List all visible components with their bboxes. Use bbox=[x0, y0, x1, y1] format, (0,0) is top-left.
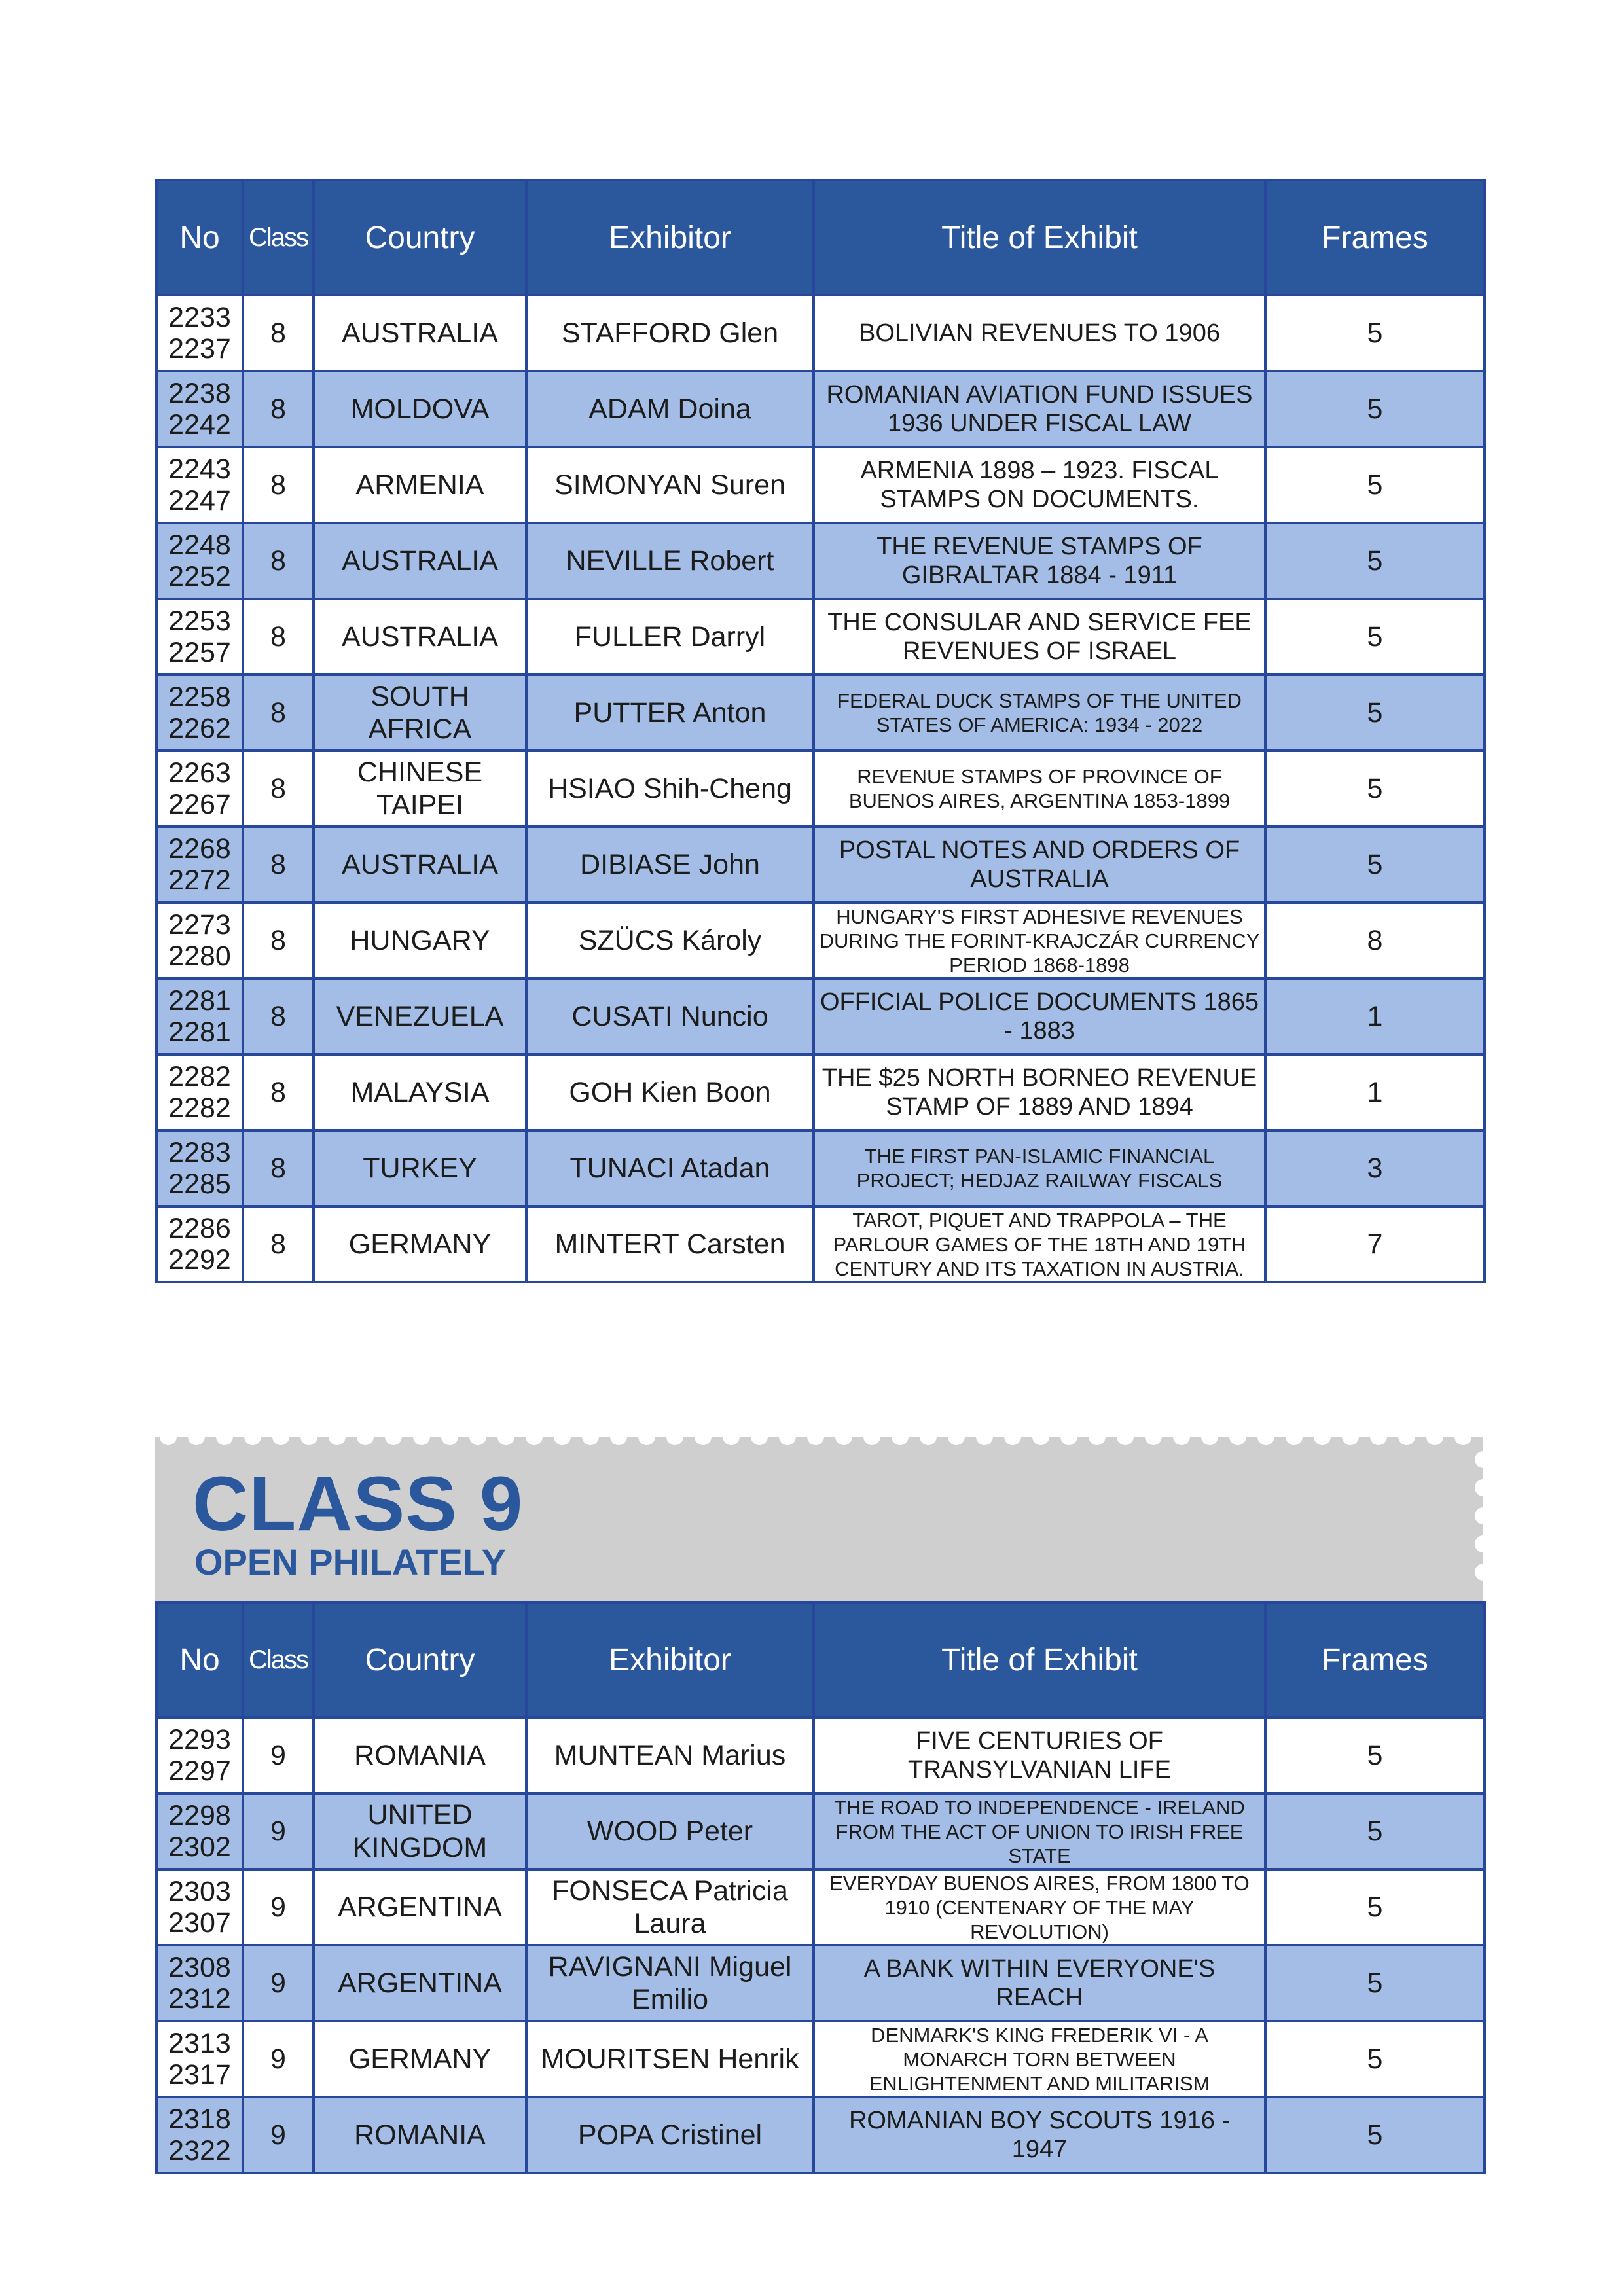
cell-class: 8 bbox=[243, 371, 314, 447]
class-title: CLASS 9 bbox=[192, 1461, 524, 1547]
cell-country: MOLDOVA bbox=[314, 371, 526, 447]
cell-no bbox=[156, 978, 243, 1054]
cell-exhibitor: FULLER Darryl bbox=[526, 599, 814, 675]
cell-country: TURKEY bbox=[314, 1130, 526, 1206]
no-to: 2242 bbox=[168, 409, 231, 440]
cell-country: AUSTRALIA bbox=[314, 523, 526, 599]
table-row bbox=[156, 1945, 1485, 2021]
cell-no bbox=[156, 903, 243, 978]
cell-title: REVENUE STAMPS OF PROVINCE OF BUENOS AIRES, ARGENTINA 1853-1899 bbox=[814, 751, 1265, 827]
cell-title: THE ROAD TO INDEPENDENCE - IRELAND FROM THE ACT OF UNION TO IRISH FREE STATE bbox=[814, 1793, 1265, 1869]
table-row bbox=[156, 523, 1485, 599]
cell-exhibitor: TUNACI Atadan bbox=[526, 1130, 814, 1206]
cell-no bbox=[156, 675, 243, 751]
no-to: 2267 bbox=[168, 789, 231, 820]
cell-title: THE $25 NORTH BORNEO REVENUE STAMP OF 1889 AND 1894 bbox=[814, 1054, 1265, 1130]
table-row bbox=[156, 2021, 1485, 2097]
cell-frames: 5 bbox=[1265, 2097, 1485, 2173]
no-to: 2262 bbox=[168, 713, 231, 744]
cell-no bbox=[156, 1054, 243, 1130]
header-no: No bbox=[156, 1602, 243, 1717]
cell-country: UNITED KINGDOM bbox=[314, 1793, 526, 1869]
cell-title: DENMARK'S KING FREDERIK VI - A MONARCH TORN BETWEEN ENLIGHTENMENT AND MILITARISM bbox=[814, 2021, 1265, 2097]
no-from: 2263 bbox=[168, 757, 231, 789]
cell-frames: 5 bbox=[1265, 295, 1485, 371]
no-to: 2247 bbox=[168, 485, 231, 516]
no-from: 2313 bbox=[168, 2028, 231, 2059]
cell-class: 9 bbox=[243, 1717, 314, 1793]
cell-class: 9 bbox=[243, 2097, 314, 2173]
no-from: 2233 bbox=[168, 302, 231, 333]
class9-banner bbox=[155, 1437, 1483, 1604]
cell-class: 9 bbox=[243, 1869, 314, 1945]
class9-exhibits-table bbox=[155, 1601, 1486, 2174]
cell-exhibitor: POPA Cristinel bbox=[526, 2097, 814, 2173]
table-header-row bbox=[156, 180, 1485, 295]
table-row bbox=[156, 1054, 1485, 1130]
no-from: 2268 bbox=[168, 833, 231, 865]
no-from: 2293 bbox=[168, 1724, 231, 1755]
no-to: 2272 bbox=[168, 865, 231, 896]
cell-class: 9 bbox=[243, 2021, 314, 2097]
cell-exhibitor: MINTERT Carsten bbox=[526, 1206, 814, 1282]
cell-exhibitor: DIBIASE John bbox=[526, 827, 814, 903]
cell-frames: 5 bbox=[1265, 523, 1485, 599]
table-row bbox=[156, 1869, 1485, 1945]
cell-class: 8 bbox=[243, 523, 314, 599]
cell-country: ARGENTINA bbox=[314, 1945, 526, 2021]
cell-no bbox=[156, 1206, 243, 1282]
cell-exhibitor: MUNTEAN Marius bbox=[526, 1717, 814, 1793]
header-country: Country bbox=[314, 1602, 526, 1717]
cell-exhibitor: SIMONYAN Suren bbox=[526, 447, 814, 523]
cell-no bbox=[156, 827, 243, 903]
no-to: 2280 bbox=[168, 941, 231, 972]
class9-table-body bbox=[156, 1717, 1485, 2173]
cell-no bbox=[156, 371, 243, 447]
cell-exhibitor: NEVILLE Robert bbox=[526, 523, 814, 599]
no-from: 2283 bbox=[168, 1137, 231, 1168]
cell-title: ROMANIAN BOY SCOUTS 1916 - 1947 bbox=[814, 2097, 1265, 2173]
cell-frames: 8 bbox=[1265, 903, 1485, 978]
cell-title: HUNGARY'S FIRST ADHESIVE REVENUES DURING THE FORINT-KRAJCZÁR CURRENCY PERIOD 1868-1898 bbox=[814, 903, 1265, 978]
cell-exhibitor: ADAM Doina bbox=[526, 371, 814, 447]
cell-frames: 5 bbox=[1265, 1945, 1485, 2021]
cell-exhibitor: PUTTER Anton bbox=[526, 675, 814, 751]
cell-frames: 5 bbox=[1265, 599, 1485, 675]
cell-country: CHINESE TAIPEI bbox=[314, 751, 526, 827]
cell-no bbox=[156, 1869, 243, 1945]
cell-no bbox=[156, 523, 243, 599]
cell-no bbox=[156, 1130, 243, 1206]
no-from: 2303 bbox=[168, 1876, 231, 1907]
cell-frames: 5 bbox=[1265, 1869, 1485, 1945]
cell-title: BOLIVIAN REVENUES TO 1906 bbox=[814, 295, 1265, 371]
cell-country: GERMANY bbox=[314, 2021, 526, 2097]
cell-frames: 1 bbox=[1265, 978, 1485, 1054]
cell-class: 8 bbox=[243, 1054, 314, 1130]
no-to: 2252 bbox=[168, 561, 231, 592]
header-title: Title of Exhibit bbox=[814, 1602, 1265, 1717]
no-from: 2273 bbox=[168, 909, 231, 941]
cell-exhibitor: GOH Kien Boon bbox=[526, 1054, 814, 1130]
no-to: 2297 bbox=[168, 1755, 231, 1787]
cell-frames: 7 bbox=[1265, 1206, 1485, 1282]
table-row bbox=[156, 2097, 1485, 2173]
header-exhibitor: Exhibitor bbox=[526, 1602, 814, 1717]
header-class: Class bbox=[243, 180, 314, 295]
no-from: 2253 bbox=[168, 605, 231, 637]
cell-frames: 5 bbox=[1265, 447, 1485, 523]
cell-frames: 5 bbox=[1265, 1793, 1485, 1869]
table-row bbox=[156, 827, 1485, 903]
header-exhibitor: Exhibitor bbox=[526, 180, 814, 295]
cell-title: TAROT, PIQUET AND TRAPPOLA – THE PARLOUR GAMES OF THE 18TH AND 19TH CENTURY AND ITS TAXATION IN AUSTRIA. bbox=[814, 1206, 1265, 1282]
no-from: 2282 bbox=[168, 1061, 231, 1092]
table-row bbox=[156, 1717, 1485, 1793]
header-title: Title of Exhibit bbox=[814, 180, 1265, 295]
cell-no bbox=[156, 2021, 243, 2097]
header-frames: Frames bbox=[1265, 180, 1485, 295]
table-row bbox=[156, 903, 1485, 978]
no-from: 2243 bbox=[168, 454, 231, 485]
cell-country: ARMENIA bbox=[314, 447, 526, 523]
cell-title: EVERYDAY BUENOS AIRES, FROM 1800 TO 1910 (CENTENARY OF THE MAY REVOLUTION) bbox=[814, 1869, 1265, 1945]
no-to: 2312 bbox=[168, 1983, 231, 2015]
table-row bbox=[156, 675, 1485, 751]
no-from: 2248 bbox=[168, 529, 231, 561]
cell-no bbox=[156, 447, 243, 523]
cell-country: HUNGARY bbox=[314, 903, 526, 978]
cell-class: 8 bbox=[243, 295, 314, 371]
no-from: 2286 bbox=[168, 1213, 231, 1244]
cell-exhibitor: MOURITSEN Henrik bbox=[526, 2021, 814, 2097]
cell-title: POSTAL NOTES AND ORDERS OF AUSTRALIA bbox=[814, 827, 1265, 903]
cell-frames: 5 bbox=[1265, 751, 1485, 827]
table-row bbox=[156, 1130, 1485, 1206]
class8-exhibits-table bbox=[155, 179, 1486, 1283]
cell-frames: 5 bbox=[1265, 371, 1485, 447]
header-frames: Frames bbox=[1265, 1602, 1485, 1717]
no-to: 2257 bbox=[168, 637, 231, 668]
cell-class: 8 bbox=[243, 903, 314, 978]
cell-no bbox=[156, 2097, 243, 2173]
table-row bbox=[156, 295, 1485, 371]
cell-no bbox=[156, 599, 243, 675]
cell-frames: 3 bbox=[1265, 1130, 1485, 1206]
cell-class: 8 bbox=[243, 675, 314, 751]
cell-country: ARGENTINA bbox=[314, 1869, 526, 1945]
cell-country: SOUTH AFRICA bbox=[314, 675, 526, 751]
class8-table-body bbox=[156, 295, 1485, 1282]
cell-exhibitor: STAFFORD Glen bbox=[526, 295, 814, 371]
cell-class: 8 bbox=[243, 1130, 314, 1206]
table-row bbox=[156, 447, 1485, 523]
cell-country: AUSTRALIA bbox=[314, 599, 526, 675]
table-row bbox=[156, 1793, 1485, 1869]
no-from: 2308 bbox=[168, 1952, 231, 1983]
cell-frames: 5 bbox=[1265, 827, 1485, 903]
cell-frames: 5 bbox=[1265, 1717, 1485, 1793]
cell-class: 8 bbox=[243, 978, 314, 1054]
cell-no bbox=[156, 1793, 243, 1869]
cell-title: ROMANIAN AVIATION FUND ISSUES 1936 UNDER FISCAL LAW bbox=[814, 371, 1265, 447]
cell-frames: 5 bbox=[1265, 2021, 1485, 2097]
cell-exhibitor: WOOD Peter bbox=[526, 1793, 814, 1869]
cell-country: AUSTRALIA bbox=[314, 295, 526, 371]
table-row bbox=[156, 978, 1485, 1054]
cell-class: 8 bbox=[243, 751, 314, 827]
cell-frames: 1 bbox=[1265, 1054, 1485, 1130]
cell-country: AUSTRALIA bbox=[314, 827, 526, 903]
table-header-row bbox=[156, 1602, 1485, 1717]
cell-exhibitor: SZÜCS Károly bbox=[526, 903, 814, 978]
table-row bbox=[156, 751, 1485, 827]
no-from: 2258 bbox=[168, 681, 231, 713]
cell-title: THE CONSULAR AND SERVICE FEE REVENUES OF ISRAEL bbox=[814, 599, 1265, 675]
no-to: 2302 bbox=[168, 1831, 231, 1863]
cell-frames: 5 bbox=[1265, 675, 1485, 751]
no-to: 2322 bbox=[168, 2135, 231, 2166]
no-to: 2282 bbox=[168, 1092, 231, 1124]
cell-country: GERMANY bbox=[314, 1206, 526, 1282]
table-row bbox=[156, 1206, 1485, 1282]
cell-title: FEDERAL DUCK STAMPS OF THE UNITED STATES OF AMERICA: 1934 - 2022 bbox=[814, 675, 1265, 751]
cell-country: VENEZUELA bbox=[314, 978, 526, 1054]
cell-country: MALAYSIA bbox=[314, 1054, 526, 1130]
cell-exhibitor: FONSECA Patricia Laura bbox=[526, 1869, 814, 1945]
cell-title: OFFICIAL POLICE DOCUMENTS 1865 - 1883 bbox=[814, 978, 1265, 1054]
no-to: 2307 bbox=[168, 1907, 231, 1939]
cell-country: ROMANIA bbox=[314, 1717, 526, 1793]
table-row bbox=[156, 599, 1485, 675]
no-from: 2298 bbox=[168, 1800, 231, 1831]
cell-class: 8 bbox=[243, 599, 314, 675]
no-to: 2317 bbox=[168, 2059, 231, 2090]
cell-no bbox=[156, 751, 243, 827]
class-subtitle: OPEN PHILATELY bbox=[194, 1541, 507, 1583]
cell-class: 9 bbox=[243, 1945, 314, 2021]
cell-title: THE FIRST PAN-ISLAMIC FINANCIAL PROJECT; HEDJAZ RAILWAY FISCALS bbox=[814, 1130, 1265, 1206]
no-from: 2281 bbox=[168, 985, 231, 1016]
cell-title: ARMENIA 1898 – 1923. FISCAL STAMPS ON DOCUMENTS. bbox=[814, 447, 1265, 523]
cell-exhibitor: CUSATI Nuncio bbox=[526, 978, 814, 1054]
no-to: 2237 bbox=[168, 333, 231, 365]
no-from: 2318 bbox=[168, 2104, 231, 2135]
cell-title: THE REVENUE STAMPS OF GIBRALTAR 1884 - 1911 bbox=[814, 523, 1265, 599]
no-to: 2292 bbox=[168, 1244, 231, 1276]
cell-no bbox=[156, 1945, 243, 2021]
cell-class: 8 bbox=[243, 1206, 314, 1282]
header-no: No bbox=[156, 180, 243, 295]
cell-class: 9 bbox=[243, 1793, 314, 1869]
cell-class: 8 bbox=[243, 827, 314, 903]
no-to: 2281 bbox=[168, 1016, 231, 1048]
cell-exhibitor: RAVIGNANI Miguel Emilio bbox=[526, 1945, 814, 2021]
header-country: Country bbox=[314, 180, 526, 295]
cell-title: FIVE CENTURIES OF TRANSYLVANIAN LIFE bbox=[814, 1717, 1265, 1793]
cell-class: 8 bbox=[243, 447, 314, 523]
no-to: 2285 bbox=[168, 1168, 231, 1200]
cell-no bbox=[156, 1717, 243, 1793]
no-from: 2238 bbox=[168, 378, 231, 409]
cell-title: A BANK WITHIN EVERYONE'S REACH bbox=[814, 1945, 1265, 2021]
cell-exhibitor: HSIAO Shih-Cheng bbox=[526, 751, 814, 827]
cell-country: ROMANIA bbox=[314, 2097, 526, 2173]
header-class: Class bbox=[243, 1602, 314, 1717]
cell-no bbox=[156, 295, 243, 371]
table-row bbox=[156, 371, 1485, 447]
